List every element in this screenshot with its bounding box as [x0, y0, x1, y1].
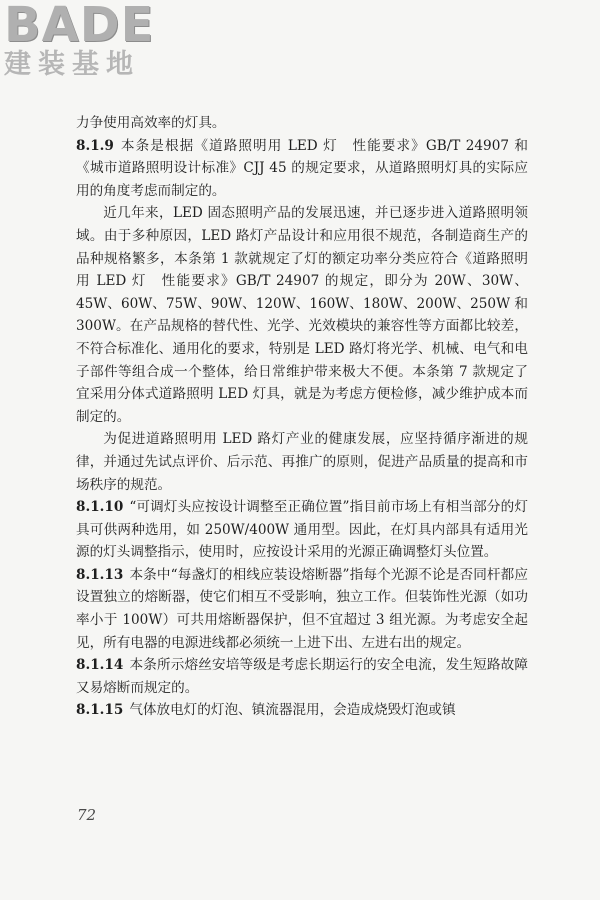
- section-number: 8.1.10: [76, 499, 124, 516]
- clause-8-1-13: [76, 564, 528, 654]
- section-number: 8.1.14: [76, 657, 124, 674]
- paragraph-continuation: [76, 112, 528, 135]
- page-body: [76, 112, 528, 722]
- clause-8-1-15: [76, 699, 528, 722]
- paragraph-text: 力争使用高效率的灯具。: [76, 115, 226, 131]
- paragraph-text: 气体放电灯的灯泡、镇流器混用，会造成烧毁灯泡或镇: [129, 702, 456, 719]
- section-number: 8.1.13: [76, 566, 124, 583]
- paragraph: [76, 202, 528, 428]
- paragraph-text: “可调灯头应按设计调整至正确位置”指目前市场上有相当部分的灯具可供两种选用，如 250W/400W 通用型。因此，在灯具内部具有适用光源的灯头调整指示，使用时，应按设计采用的光源正确调整灯头位置。: [76, 499, 528, 561]
- clause-8-1-10: [76, 496, 528, 564]
- paragraph-text: 本条是根据《道路照明用 LED 灯 性能要求》GB/T 24907 和《城市道路照明设计标准》CJJ 45 的规定要求，从道路照明灯具的实际应用的角度考虑而制定的。: [76, 137, 528, 199]
- paragraph-text: 本条所示熔丝安培等级是考虑长期运行的安全电流，发生短路故障又易熔断而规定的。: [76, 657, 528, 696]
- publisher-logo: [4, 0, 180, 82]
- logo-subtitle: 建装基地: [4, 49, 140, 80]
- page-number: 72: [77, 806, 97, 824]
- clause-8-1-9: [76, 135, 528, 203]
- paragraph-text: 近几年来，LED 固态照明产品的发展迅速，并已逐步进入道路照明领域。由于多种原因，LED 路灯产品设计和应用很不规范，各制造商生产的品种规格繁多，本条第 1 款就规定了灯的额定功率分类应符合《道路照明用 LED 灯 性能要求》GB/T 24907 的规定，即分为 20W、30W、45W、60W、75W、90W、120W、160W、180W、200W、250W 和 300W。在产品规格的替代性、光学、光效模块的兼容性等方面都比较差，不符合标准化、通用化的要求，特别是 LED 路灯将光学、机械、电气和电子部件等组合成一个整体，给日常维护带来极大不便。本条第 7 款规定了宜采用分体式道路照明 LED 灯具，就是为考虑方便检修，减少维护成本而制定的。: [76, 205, 528, 425]
- clause-8-1-14: [76, 654, 528, 699]
- paragraph-text: 为促进道路照明用 LED 路灯产业的健康发展，应坚持循序渐进的规律，并通过先试点评价、后示范、再推广的原则，促进产品质量的提高和市场秩序的规范。: [76, 431, 528, 493]
- section-number: 8.1.15: [76, 702, 124, 719]
- section-number: 8.1.9: [76, 137, 114, 154]
- paragraph: [76, 428, 528, 496]
- logo-mark: BADE: [4, 0, 155, 53]
- paragraph-text: 本条中“每盏灯的相线应装设熔断器”指每个光源不论是否同杆都应设置独立的熔断器，使它们相互不受影响，独立工作。但装饰性光源（如功率小于 100W）可共用熔断器保护，但不宜超过 3 组光源。为考虑安全起见，所有电器的电源进线都必须统一上进下出、左进右出的规定。: [76, 566, 528, 651]
